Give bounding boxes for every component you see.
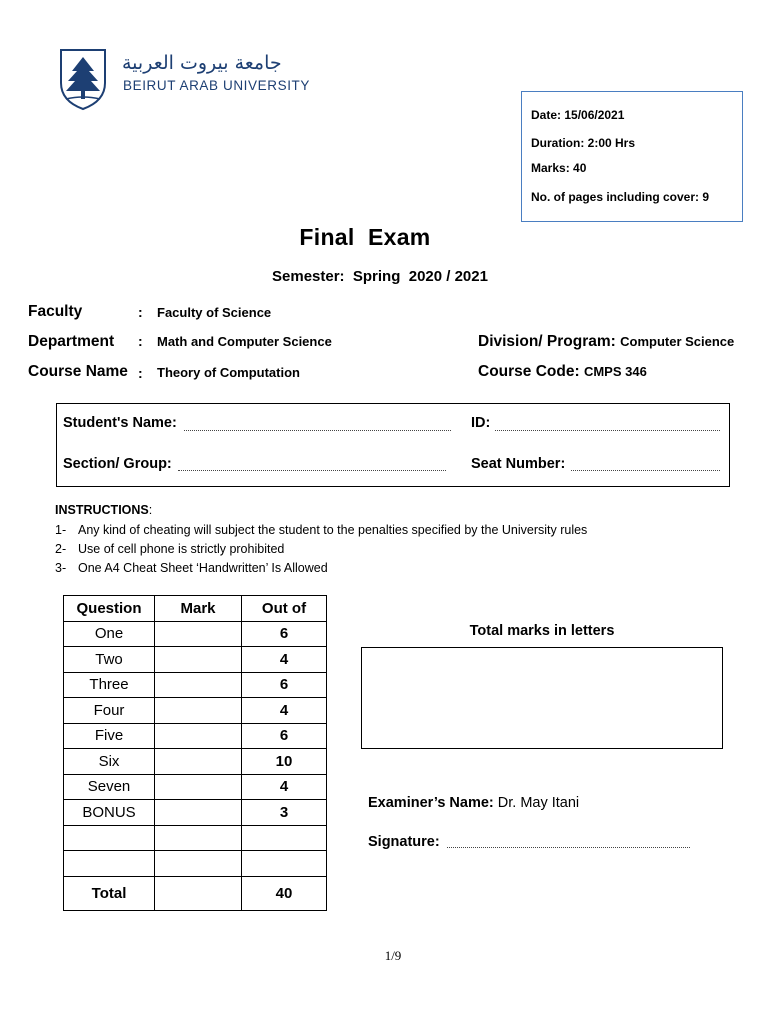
table-row (64, 825, 327, 851)
table-row (64, 749, 327, 775)
total-marks-letters-box[interactable] (361, 647, 723, 749)
course-name-label: Course Name (28, 363, 128, 380)
mark-cell[interactable] (155, 647, 242, 673)
division-label: Division/ Program: (478, 333, 621, 350)
question-cell: Three (64, 672, 155, 698)
mark-cell[interactable] (155, 672, 242, 698)
instruction-number: 1- (55, 523, 67, 537)
mark-cell[interactable] (155, 621, 242, 647)
exam-marks: Marks: 40 (531, 161, 587, 175)
instructions-heading-colon: : (148, 503, 153, 517)
instruction-number: 3- (55, 561, 67, 575)
out-of-cell: 3 (242, 800, 327, 826)
student-id-label: ID: (471, 415, 491, 431)
mark-cell[interactable] (155, 698, 242, 724)
marks-table (63, 595, 327, 911)
exam-date: Date: 15/06/2021 (531, 108, 625, 122)
exam-pages: No. of pages including cover: 9 (531, 190, 710, 204)
course-code (478, 363, 647, 381)
out-of-cell: 10 (242, 749, 327, 775)
instruction-text: Any kind of cheating will subject the student to the penalties specified by the University rules (78, 523, 588, 537)
division-program (478, 333, 734, 351)
student-name-label: Student's Name: (63, 415, 177, 431)
instructions-heading (55, 503, 152, 517)
faculty-value: Faculty of Science (157, 305, 272, 320)
exam-duration: Duration: 2:00 Hrs (531, 136, 636, 150)
column-header: Mark (155, 596, 242, 622)
table-row (64, 800, 327, 826)
out-of-cell: 6 (242, 723, 327, 749)
out-of-cell (242, 825, 327, 851)
table-row (64, 647, 327, 673)
mark-cell[interactable] (155, 774, 242, 800)
column-header: Out of (242, 596, 327, 622)
page-number: 1/9 (384, 948, 402, 963)
student-info-box (56, 403, 730, 487)
total-marks-letters-label: Total marks in letters (469, 623, 615, 639)
total-mark-cell[interactable] (155, 876, 242, 910)
question-cell: BONUS (64, 800, 155, 826)
question-cell: Seven (64, 774, 155, 800)
university-english-name: BEIRUT ARAB UNIVERSITY (123, 78, 310, 93)
instruction-text: Use of cell phone is strictly prohibited (78, 542, 285, 556)
seat-number-label: Seat Number: (471, 456, 566, 472)
mark-cell[interactable] (155, 723, 242, 749)
department-label: Department (28, 333, 115, 350)
table-row (64, 851, 327, 877)
section-group-label: Section/ Group: (63, 456, 172, 472)
student-id-field[interactable] (495, 430, 720, 431)
question-cell: One (64, 621, 155, 647)
cedar-shield-icon (58, 47, 108, 111)
out-of-cell: 4 (242, 647, 327, 673)
department-colon: : (138, 333, 143, 349)
mark-cell[interactable] (155, 825, 242, 851)
examiner-value: Dr. May Itani (493, 795, 580, 811)
signature-label: Signature: (368, 834, 440, 850)
course-name-value: Theory of Computation (157, 365, 300, 380)
student-name-field[interactable] (184, 430, 451, 431)
semester: Semester: Spring 2020 / 2021 (272, 268, 488, 285)
section-group-field[interactable] (178, 470, 446, 471)
out-of-cell: 4 (242, 774, 327, 800)
mark-cell[interactable] (155, 749, 242, 775)
out-of-cell (242, 851, 327, 877)
examiner-label: Examiner’s Name: (368, 795, 494, 811)
instruction-item (55, 561, 328, 575)
table-row (64, 774, 327, 800)
division-value: Computer Science (620, 334, 735, 349)
table-header-row (64, 596, 327, 622)
question-cell (64, 851, 155, 877)
table-row (64, 621, 327, 647)
total-out-of: 40 (242, 876, 327, 910)
instruction-item (55, 542, 284, 556)
faculty-colon: : (138, 304, 143, 320)
course-code-label: Course Code: (478, 363, 584, 380)
department-value: Math and Computer Science (157, 334, 332, 349)
instruction-text: One A4 Cheat Sheet ‘Handwritten’ Is Allowed (78, 561, 328, 575)
question-cell (64, 825, 155, 851)
mark-cell[interactable] (155, 851, 242, 877)
out-of-cell: 4 (242, 698, 327, 724)
out-of-cell: 6 (242, 672, 327, 698)
table-row (64, 723, 327, 749)
examiner-name (368, 795, 579, 811)
course-name-colon: : (138, 365, 143, 381)
mark-cell[interactable] (155, 800, 242, 826)
total-row (64, 876, 327, 910)
course-code-value: CMPS 346 (583, 364, 647, 379)
instruction-item (55, 523, 587, 537)
table-row (64, 672, 327, 698)
seat-number-field[interactable] (571, 470, 720, 471)
column-header: Question (64, 596, 155, 622)
instructions-heading-text: INSTRUCTIONS (55, 503, 149, 517)
total-label: Total (64, 876, 155, 910)
exam-info-box (521, 91, 743, 222)
signature-field[interactable] (447, 847, 690, 848)
faculty-label: Faculty (28, 303, 83, 320)
instruction-number: 2- (55, 542, 67, 556)
question-cell: Two (64, 647, 155, 673)
university-arabic-name: جامعة بيروت العربية (122, 52, 282, 74)
out-of-cell: 6 (242, 621, 327, 647)
table-row (64, 698, 327, 724)
page-title: Final Exam (299, 224, 431, 250)
question-cell: Six (64, 749, 155, 775)
question-cell: Five (64, 723, 155, 749)
question-cell: Four (64, 698, 155, 724)
